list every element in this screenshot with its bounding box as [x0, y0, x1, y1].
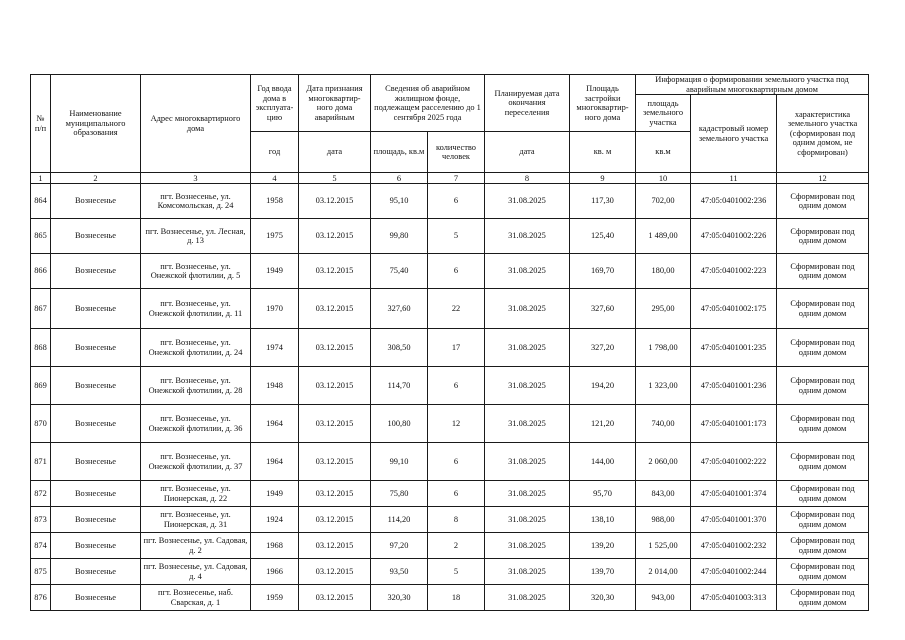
address-cell: пгт. Вознесенье, ул. Садовая, д. 2 [141, 533, 251, 559]
recognition-date-cell: 03.12.2015 [299, 559, 371, 585]
recognition-date-cell: 03.12.2015 [299, 254, 371, 289]
unit-people: количество человек [428, 132, 485, 173]
col-number: 7 [428, 173, 485, 184]
building-area-cell: 139,20 [570, 533, 636, 559]
municipality-cell: Вознесенье [51, 329, 141, 367]
land-area-cell: 843,00 [636, 481, 691, 507]
people-cell: 18 [428, 585, 485, 611]
municipality-cell: Вознесенье [51, 507, 141, 533]
header-land-info: Информация о формировании земельного участка под аварийным многоквартирным домом [636, 75, 869, 95]
resettlement-table [30, 74, 869, 611]
municipality-cell: Вознесенье [51, 443, 141, 481]
municipality-cell: Вознесенье [51, 559, 141, 585]
people-cell: 6 [428, 481, 485, 507]
building-area-cell: 117,30 [570, 184, 636, 219]
address-cell: пгт. Вознесенье, ул. Онежской флотилии, д. 24 [141, 329, 251, 367]
table-row [31, 533, 869, 559]
table-row [31, 329, 869, 367]
cadastral-cell: 47:05:0401002:236 [691, 184, 777, 219]
year-cell: 1959 [251, 585, 299, 611]
row-number: 871 [31, 443, 51, 481]
row-number: 872 [31, 481, 51, 507]
unit-area: площадь, кв.м [371, 132, 428, 173]
people-cell: 5 [428, 559, 485, 585]
planned-date-cell: 31.08.2025 [485, 254, 570, 289]
year-cell: 1958 [251, 184, 299, 219]
year-cell: 1974 [251, 329, 299, 367]
column-numbers-row [31, 173, 869, 184]
planned-date-cell: 31.08.2025 [485, 219, 570, 254]
planned-date-cell: 31.08.2025 [485, 367, 570, 405]
land-area-cell: 943,00 [636, 585, 691, 611]
land-area-cell: 1 489,00 [636, 219, 691, 254]
planned-date-cell: 31.08.2025 [485, 405, 570, 443]
col-number: 4 [251, 173, 299, 184]
building-area-cell: 121,20 [570, 405, 636, 443]
area-cell: 114,20 [371, 507, 428, 533]
recognition-date-cell: 03.12.2015 [299, 533, 371, 559]
building-area-cell: 327,60 [570, 289, 636, 329]
characteristic-cell: Сформирован под одним домом [777, 219, 869, 254]
year-cell: 1975 [251, 219, 299, 254]
building-area-cell: 169,70 [570, 254, 636, 289]
header-emergency-info: Сведения об аварийном жилищном фонде, подлежащем расселению до 1 сентября 2025 года [371, 75, 485, 132]
col-number: 8 [485, 173, 570, 184]
people-cell: 2 [428, 533, 485, 559]
header-building-area: Площадь застройки многоквартир-ного дома [570, 75, 636, 132]
row-number: 865 [31, 219, 51, 254]
year-cell: 1924 [251, 507, 299, 533]
people-cell: 5 [428, 219, 485, 254]
land-area-cell: 988,00 [636, 507, 691, 533]
characteristic-cell: Сформирован под одним домом [777, 289, 869, 329]
header-planned-date: Планируемая дата окончания переселения [485, 75, 570, 132]
land-area-cell: 180,00 [636, 254, 691, 289]
header-cadastral: кадастровый номер земельного участка [691, 95, 777, 173]
cadastral-cell: 47:05:0401002:175 [691, 289, 777, 329]
table-row [31, 184, 869, 219]
area-cell: 99,80 [371, 219, 428, 254]
header-land-area: площадь земельного участка [636, 95, 691, 132]
land-area-cell: 702,00 [636, 184, 691, 219]
characteristic-cell: Сформирован под одним домом [777, 184, 869, 219]
header-address: Адрес многоквартирного дома [141, 75, 251, 173]
row-number: 876 [31, 585, 51, 611]
header-recognition-date: Дата признания многоквартир-ного дома аварийным [299, 75, 371, 132]
year-cell: 1949 [251, 254, 299, 289]
row-number: 874 [31, 533, 51, 559]
year-cell: 1964 [251, 405, 299, 443]
address-cell: пгт. Вознесенье, ул. Онежской флотилии, д. 37 [141, 443, 251, 481]
unit-kvm: кв. м [570, 132, 636, 173]
year-cell: 1970 [251, 289, 299, 329]
cadastral-cell: 47:05:0401002:232 [691, 533, 777, 559]
row-number: 869 [31, 367, 51, 405]
building-area-cell: 144,00 [570, 443, 636, 481]
header-num: № п/п [31, 75, 51, 173]
col-number: 6 [371, 173, 428, 184]
people-cell: 6 [428, 443, 485, 481]
area-cell: 75,40 [371, 254, 428, 289]
year-cell: 1964 [251, 443, 299, 481]
planned-date-cell: 31.08.2025 [485, 585, 570, 611]
characteristic-cell: Сформирован под одним домом [777, 254, 869, 289]
municipality-cell: Вознесенье [51, 254, 141, 289]
planned-date-cell: 31.08.2025 [485, 559, 570, 585]
row-number: 867 [31, 289, 51, 329]
row-number: 875 [31, 559, 51, 585]
planned-date-cell: 31.08.2025 [485, 184, 570, 219]
area-cell: 114,70 [371, 367, 428, 405]
col-number: 2 [51, 173, 141, 184]
table-body [31, 184, 869, 611]
table-row [31, 405, 869, 443]
area-cell: 97,20 [371, 533, 428, 559]
municipality-cell: Вознесенье [51, 481, 141, 507]
row-number: 864 [31, 184, 51, 219]
planned-date-cell: 31.08.2025 [485, 533, 570, 559]
row-number: 866 [31, 254, 51, 289]
unit-kvm-2: кв.м [636, 132, 691, 173]
land-area-cell: 740,00 [636, 405, 691, 443]
building-area-cell: 95,70 [570, 481, 636, 507]
address-cell: пгт. Вознесенье, ул. Лесная, д. 13 [141, 219, 251, 254]
table-row [31, 481, 869, 507]
row-number: 873 [31, 507, 51, 533]
address-cell: пгт. Вознесенье, ул. Онежской флотилии, д. 11 [141, 289, 251, 329]
recognition-date-cell: 03.12.2015 [299, 405, 371, 443]
area-cell: 75,80 [371, 481, 428, 507]
characteristic-cell: Сформирован под одним домом [777, 443, 869, 481]
building-area-cell: 138,10 [570, 507, 636, 533]
people-cell: 8 [428, 507, 485, 533]
municipality-cell: Вознесенье [51, 533, 141, 559]
land-area-cell: 1 525,00 [636, 533, 691, 559]
people-cell: 6 [428, 367, 485, 405]
building-area-cell: 139,70 [570, 559, 636, 585]
year-cell: 1966 [251, 559, 299, 585]
cadastral-cell: 47:05:0401001:374 [691, 481, 777, 507]
people-cell: 17 [428, 329, 485, 367]
table-row [31, 219, 869, 254]
address-cell: пгт. Вознесенье, ул. Онежской флотилии, д. 28 [141, 367, 251, 405]
col-number: 5 [299, 173, 371, 184]
land-area-cell: 2 060,00 [636, 443, 691, 481]
characteristic-cell: Сформирован под одним домом [777, 329, 869, 367]
table-row [31, 443, 869, 481]
planned-date-cell: 31.08.2025 [485, 443, 570, 481]
area-cell: 100,80 [371, 405, 428, 443]
col-number: 9 [570, 173, 636, 184]
people-cell: 6 [428, 254, 485, 289]
area-cell: 99,10 [371, 443, 428, 481]
municipality-cell: Вознесенье [51, 184, 141, 219]
unit-date-2: дата [485, 132, 570, 173]
table-row [31, 254, 869, 289]
recognition-date-cell: 03.12.2015 [299, 507, 371, 533]
area-cell: 320,30 [371, 585, 428, 611]
municipality-cell: Вознесенье [51, 585, 141, 611]
municipality-cell: Вознесенье [51, 289, 141, 329]
land-area-cell: 1 798,00 [636, 329, 691, 367]
col-number: 12 [777, 173, 869, 184]
year-cell: 1948 [251, 367, 299, 405]
area-cell: 308,50 [371, 329, 428, 367]
recognition-date-cell: 03.12.2015 [299, 184, 371, 219]
land-area-cell: 295,00 [636, 289, 691, 329]
table-row [31, 585, 869, 611]
cadastral-cell: 47:05:0401003:313 [691, 585, 777, 611]
building-area-cell: 320,30 [570, 585, 636, 611]
address-cell: пгт. Вознесенье, ул. Пионерская, д. 22 [141, 481, 251, 507]
unit-date: дата [299, 132, 371, 173]
table-row [31, 559, 869, 585]
characteristic-cell: Сформирован под одним домом [777, 533, 869, 559]
recognition-date-cell: 03.12.2015 [299, 289, 371, 329]
cadastral-cell: 47:05:0401002:223 [691, 254, 777, 289]
col-number: 10 [636, 173, 691, 184]
col-number: 3 [141, 173, 251, 184]
people-cell: 6 [428, 184, 485, 219]
municipality-cell: Вознесенье [51, 405, 141, 443]
header-municipality: Наименование муниципального образования [51, 75, 141, 173]
planned-date-cell: 31.08.2025 [485, 289, 570, 329]
cadastral-cell: 47:05:0401002:244 [691, 559, 777, 585]
area-cell: 93,50 [371, 559, 428, 585]
header-year-commissioned: Год ввода дома в эксплуата-цию [251, 75, 299, 132]
address-cell: пгт. Вознесенье, ул. Садовая, д. 4 [141, 559, 251, 585]
municipality-cell: Вознесенье [51, 367, 141, 405]
table-row [31, 289, 869, 329]
planned-date-cell: 31.08.2025 [485, 329, 570, 367]
characteristic-cell: Сформирован под одним домом [777, 367, 869, 405]
people-cell: 22 [428, 289, 485, 329]
recognition-date-cell: 03.12.2015 [299, 219, 371, 254]
address-cell: пгт. Вознесенье, ул. Онежской флотилии, д. 5 [141, 254, 251, 289]
header-characteristic: характеристика земельного участка (сформирован под одним домом, не сформирован) [777, 95, 869, 173]
recognition-date-cell: 03.12.2015 [299, 481, 371, 507]
municipality-cell: Вознесенье [51, 219, 141, 254]
recognition-date-cell: 03.12.2015 [299, 367, 371, 405]
cadastral-cell: 47:05:0401001:173 [691, 405, 777, 443]
area-cell: 95,10 [371, 184, 428, 219]
address-cell: пгт. Вознесенье, ул. Пионерская, д. 31 [141, 507, 251, 533]
address-cell: пгт. Вознесенье, ул. Комсомольская, д. 24 [141, 184, 251, 219]
characteristic-cell: Сформирован под одним домом [777, 585, 869, 611]
people-cell: 12 [428, 405, 485, 443]
recognition-date-cell: 03.12.2015 [299, 585, 371, 611]
cadastral-cell: 47:05:0401001:370 [691, 507, 777, 533]
recognition-date-cell: 03.12.2015 [299, 329, 371, 367]
col-number: 1 [31, 173, 51, 184]
cadastral-cell: 47:05:0401002:222 [691, 443, 777, 481]
characteristic-cell: Сформирован под одним домом [777, 481, 869, 507]
area-cell: 327,60 [371, 289, 428, 329]
cadastral-cell: 47:05:0401001:235 [691, 329, 777, 367]
row-number: 868 [31, 329, 51, 367]
address-cell: пгт. Вознесенье, ул. Онежской флотилии, д. 36 [141, 405, 251, 443]
characteristic-cell: Сформирован под одним домом [777, 559, 869, 585]
address-cell: пгт. Вознесенье, наб. Сварская, д. 1 [141, 585, 251, 611]
table-row [31, 367, 869, 405]
land-area-cell: 1 323,00 [636, 367, 691, 405]
unit-year: год [251, 132, 299, 173]
characteristic-cell: Сформирован под одним домом [777, 405, 869, 443]
col-number: 11 [691, 173, 777, 184]
planned-date-cell: 31.08.2025 [485, 507, 570, 533]
table-row [31, 507, 869, 533]
row-number: 870 [31, 405, 51, 443]
land-area-cell: 2 014,00 [636, 559, 691, 585]
building-area-cell: 125,40 [570, 219, 636, 254]
planned-date-cell: 31.08.2025 [485, 481, 570, 507]
year-cell: 1968 [251, 533, 299, 559]
cadastral-cell: 47:05:0401001:236 [691, 367, 777, 405]
building-area-cell: 327,20 [570, 329, 636, 367]
cadastral-cell: 47:05:0401002:226 [691, 219, 777, 254]
building-area-cell: 194,20 [570, 367, 636, 405]
year-cell: 1949 [251, 481, 299, 507]
recognition-date-cell: 03.12.2015 [299, 443, 371, 481]
characteristic-cell: Сформирован под одним домом [777, 507, 869, 533]
